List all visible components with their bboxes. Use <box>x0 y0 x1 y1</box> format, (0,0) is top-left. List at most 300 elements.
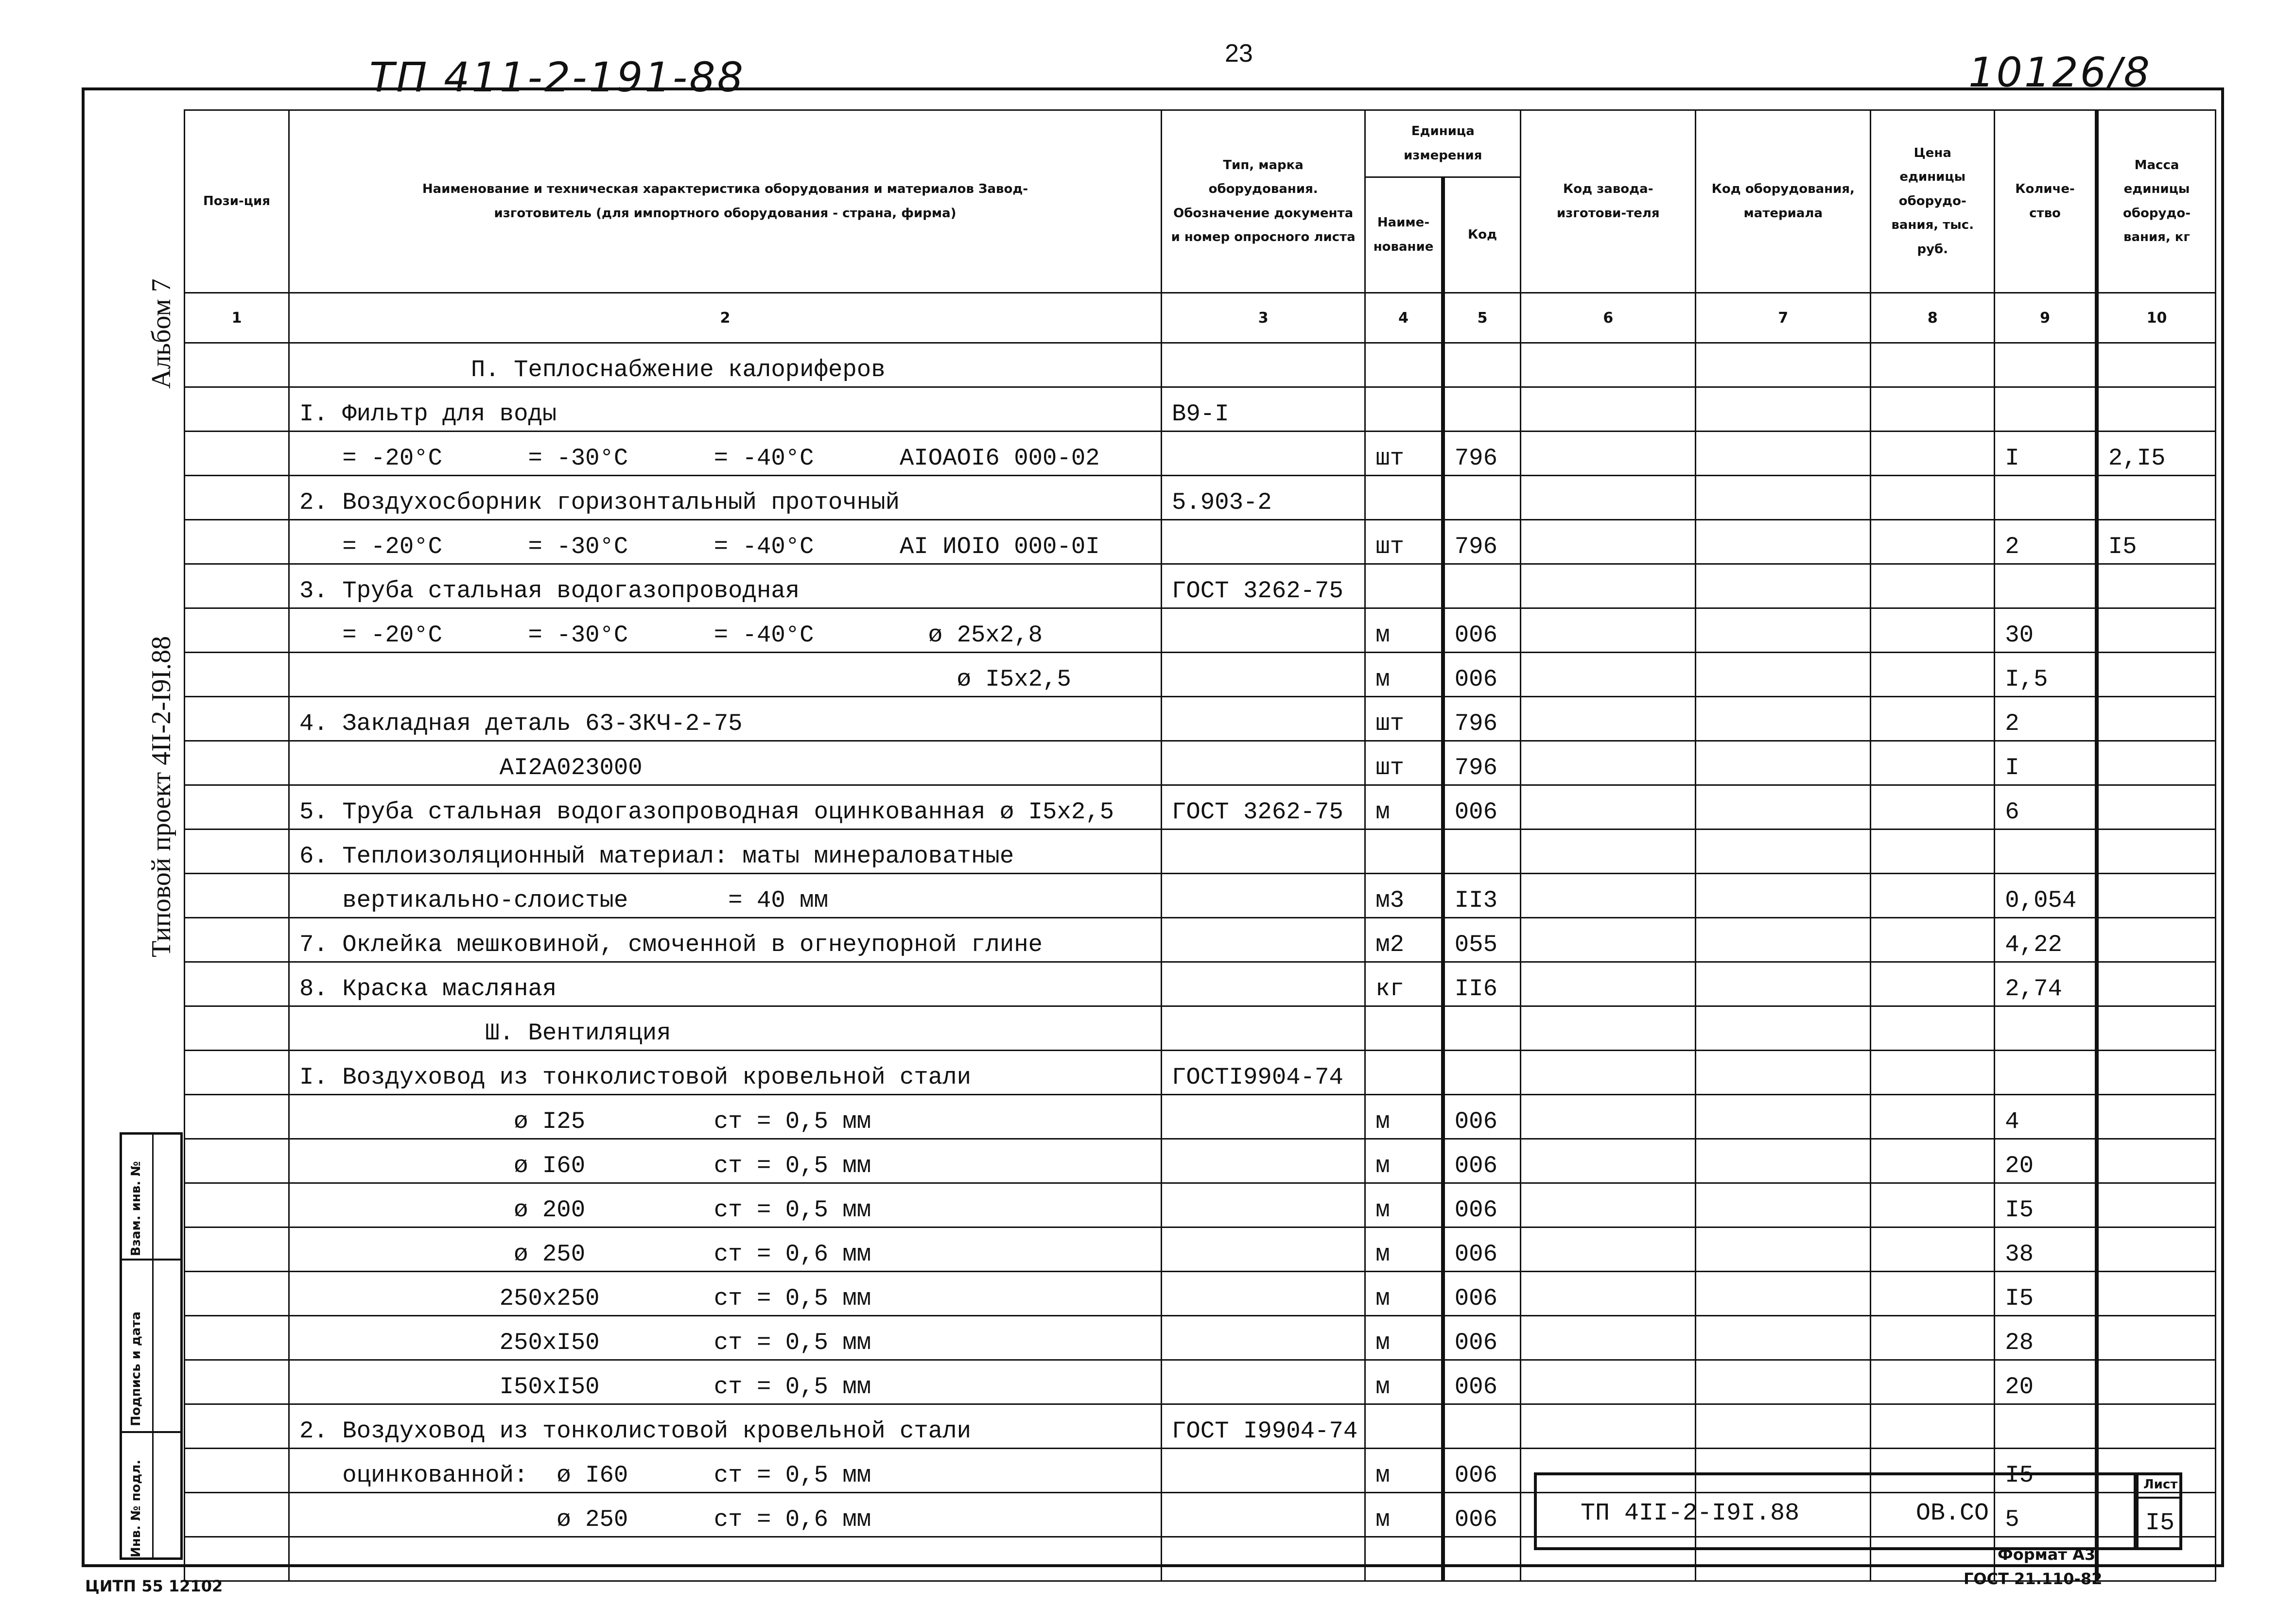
cell-code: 006 <box>1443 785 1521 829</box>
table-row <box>185 564 2216 608</box>
cell-f7 <box>1696 697 1871 741</box>
cell-qty: I5 <box>1995 1272 2097 1316</box>
cell-qty: 20 <box>1995 1139 2097 1183</box>
cell-unit: м <box>1365 1272 1443 1316</box>
cell-qty: I <box>1995 432 2097 476</box>
col-number-1: 1 <box>185 293 289 343</box>
cell-qty <box>1995 1404 2097 1449</box>
cell-qty: 2,74 <box>1995 962 2097 1006</box>
cell-f6 <box>1521 387 1696 432</box>
cell-f7 <box>1696 829 1871 874</box>
cell-pos <box>185 697 289 741</box>
cell-f8 <box>1871 741 1995 785</box>
cell-f6 <box>1521 741 1696 785</box>
cell-unit: шт <box>1365 432 1443 476</box>
cell-code: 055 <box>1443 918 1521 962</box>
empty-cell <box>1443 1537 1521 1581</box>
cell-name: = -20°C = -30°C = -40°C AIOAOI6 000-02 <box>289 432 1162 476</box>
cell-pos <box>185 874 289 918</box>
cell-f7 <box>1696 741 1871 785</box>
sheet-box <box>2136 1472 2182 1550</box>
col-number-5: 5 <box>1443 293 1521 343</box>
cell-pos <box>185 653 289 697</box>
cell-code: II6 <box>1443 962 1521 1006</box>
cell-f6 <box>1521 608 1696 653</box>
cell-name: ø I5x2,5 <box>289 653 1162 697</box>
table-row <box>185 874 2216 918</box>
empty-cell <box>1162 1537 1365 1581</box>
cell-unit: м <box>1365 653 1443 697</box>
table-row <box>185 1227 2216 1272</box>
cell-unit <box>1365 1006 1443 1051</box>
cell-mass: 2,I5 <box>2097 432 2216 476</box>
table-row <box>185 343 2216 387</box>
cell-code: 006 <box>1443 1360 1521 1404</box>
cell-mass <box>2097 564 2216 608</box>
cell-qty <box>1995 1006 2097 1051</box>
cell-code: 006 <box>1443 1095 1521 1139</box>
cell-pos <box>185 1404 289 1449</box>
header-mass: Масса единицы оборудо-вания, кг <box>2097 110 2216 293</box>
cell-pos <box>185 1493 289 1537</box>
cell-f6 <box>1521 1227 1696 1272</box>
title-block <box>1534 1472 2137 1550</box>
header-quantity: Количе-ство <box>1995 110 2097 293</box>
table-row <box>185 1139 2216 1183</box>
col-number-6: 6 <box>1521 293 1696 343</box>
table-row <box>185 918 2216 962</box>
cell-code: 006 <box>1443 1227 1521 1272</box>
cell-f6 <box>1521 874 1696 918</box>
cell-code: 796 <box>1443 432 1521 476</box>
cell-qty: 4 <box>1995 1095 2097 1139</box>
sheet-number: I5 <box>2145 1509 2175 1537</box>
header-unit-group: Единица измерения <box>1365 110 1521 177</box>
cell-qty: 6 <box>1995 785 2097 829</box>
cell-qty <box>1995 476 2097 520</box>
cell-type <box>1162 741 1365 785</box>
cell-pos <box>185 741 289 785</box>
cell-name: П. Теплоснабжение калориферов <box>289 343 1162 387</box>
cell-name: Ш. Вентиляция <box>289 1006 1162 1051</box>
cell-f8 <box>1871 1183 1995 1227</box>
cell-type <box>1162 1095 1365 1139</box>
cell-mass <box>2097 387 2216 432</box>
cell-name: 2. Воздухосборник горизонтальный проточный <box>289 476 1162 520</box>
project-label: Типовой проект 4II-2-I9I.88 <box>146 636 176 957</box>
cell-code: 006 <box>1443 653 1521 697</box>
cell-code <box>1443 1006 1521 1051</box>
cell-unit: м <box>1365 1183 1443 1227</box>
cell-qty: 30 <box>1995 608 2097 653</box>
cell-type <box>1162 343 1365 387</box>
cell-unit <box>1365 829 1443 874</box>
album-label: Альбом 7 <box>146 278 176 389</box>
cell-type: ГОСТ 3262-75 <box>1162 564 1365 608</box>
cell-mass <box>2097 874 2216 918</box>
cell-pos <box>185 476 289 520</box>
cell-f6 <box>1521 1404 1696 1449</box>
cell-name: 250x250 ст = 0,5 мм <box>289 1272 1162 1316</box>
cell-unit <box>1365 564 1443 608</box>
cell-qty: 28 <box>1995 1316 2097 1360</box>
cell-code: 006 <box>1443 1139 1521 1183</box>
stamp-column <box>120 1132 183 1560</box>
cell-f8 <box>1871 1095 1995 1139</box>
handwritten-reference: 10126/8 <box>1968 49 2152 96</box>
cell-unit <box>1365 343 1443 387</box>
cell-mass: I5 <box>2097 520 2216 564</box>
cell-f8 <box>1871 829 1995 874</box>
cell-pos <box>185 1139 289 1183</box>
table-row <box>185 476 2216 520</box>
cell-unit: шт <box>1365 741 1443 785</box>
cell-mass <box>2097 785 2216 829</box>
cell-mass <box>2097 343 2216 387</box>
cell-f6 <box>1521 785 1696 829</box>
cell-f8 <box>1871 697 1995 741</box>
cell-unit <box>1365 1404 1443 1449</box>
table-row <box>185 387 2216 432</box>
cell-type <box>1162 1360 1365 1404</box>
cell-f7 <box>1696 653 1871 697</box>
cell-f8 <box>1871 608 1995 653</box>
cell-f7 <box>1696 1316 1871 1360</box>
cell-code <box>1443 387 1521 432</box>
table-row <box>185 741 2216 785</box>
table-row <box>185 432 2216 476</box>
cell-pos <box>185 1449 289 1493</box>
cell-f6 <box>1521 1139 1696 1183</box>
cell-f8 <box>1871 387 1995 432</box>
cell-qty: 5 <box>1995 1493 2097 1537</box>
stamp-signature-date: Подпись и дата <box>129 1311 143 1426</box>
cell-f6 <box>1521 697 1696 741</box>
cell-f8 <box>1871 476 1995 520</box>
cell-qty: I <box>1995 741 2097 785</box>
cell-mass <box>2097 1360 2216 1404</box>
header-position: Пози-ция <box>185 110 289 293</box>
cell-qty: 2 <box>1995 520 2097 564</box>
cell-name: ø I60 ст = 0,5 мм <box>289 1139 1162 1183</box>
cell-unit: м <box>1365 1493 1443 1537</box>
empty-cell <box>289 1537 1162 1581</box>
cell-name: I. Фильтр для воды <box>289 387 1162 432</box>
cell-type <box>1162 962 1365 1006</box>
empty-cell <box>1365 1537 1443 1581</box>
cell-f7 <box>1696 1006 1871 1051</box>
standard-label: ГОСТ 21.110-82 <box>1964 1570 2103 1588</box>
cell-f8 <box>1871 1316 1995 1360</box>
cell-pos <box>185 387 289 432</box>
cell-type <box>1162 874 1365 918</box>
cell-unit: м <box>1365 1095 1443 1139</box>
cell-unit: м <box>1365 1316 1443 1360</box>
cell-type <box>1162 918 1365 962</box>
cell-qty: I,5 <box>1995 653 2097 697</box>
cell-code: II3 <box>1443 874 1521 918</box>
handwritten-project-code: ТП 411-2-191-88 <box>369 53 746 101</box>
cell-name: ø 200 ст = 0,5 мм <box>289 1183 1162 1227</box>
specification-table <box>184 109 2216 1582</box>
cell-f6 <box>1521 829 1696 874</box>
cell-f8 <box>1871 1272 1995 1316</box>
stamp-original-inv: Инв. № подл. <box>129 1459 143 1557</box>
col-number-10: 10 <box>2097 293 2216 343</box>
cell-mass <box>2097 1139 2216 1183</box>
cell-unit <box>1365 1051 1443 1095</box>
cell-f6 <box>1521 1051 1696 1095</box>
cell-code <box>1443 343 1521 387</box>
cell-f6 <box>1521 432 1696 476</box>
cell-code: 796 <box>1443 697 1521 741</box>
cell-mass <box>2097 829 2216 874</box>
cell-unit: шт <box>1365 697 1443 741</box>
cell-type: ГОСТ I9904-74 <box>1162 1404 1365 1449</box>
cell-name: 2. Воздуховод из тонколистовой кровельной стали <box>289 1404 1162 1449</box>
cell-type <box>1162 1006 1365 1051</box>
cell-f8 <box>1871 1360 1995 1404</box>
cell-mass <box>2097 741 2216 785</box>
cell-name: оцинкованной: ø I60 ст = 0,5 мм <box>289 1449 1162 1493</box>
cell-name: 250xI50 ст = 0,5 мм <box>289 1316 1162 1360</box>
cell-type <box>1162 608 1365 653</box>
cell-f8 <box>1871 1139 1995 1183</box>
cell-unit: м <box>1365 1227 1443 1272</box>
cell-f8 <box>1871 564 1995 608</box>
cell-type <box>1162 1272 1365 1316</box>
table-row <box>185 962 2216 1006</box>
cell-pos <box>185 1227 289 1272</box>
table-row <box>185 1006 2216 1051</box>
cell-qty <box>1995 829 2097 874</box>
cell-mass <box>2097 1404 2216 1449</box>
cell-name: ø 250 ст = 0,6 мм <box>289 1493 1162 1537</box>
cell-name: ø 250 ст = 0,6 мм <box>289 1227 1162 1272</box>
cell-qty: 0,054 <box>1995 874 2097 918</box>
doc-section: ОВ.СО <box>1916 1500 1989 1527</box>
header-factory-code: Код завода-изготови-теля <box>1521 110 1696 293</box>
cell-code <box>1443 1051 1521 1095</box>
cell-f8 <box>1871 343 1995 387</box>
table-row <box>185 1316 2216 1360</box>
cell-unit <box>1365 387 1443 432</box>
cell-qty <box>1995 343 2097 387</box>
cell-name: 5. Труба стальная водогазопроводная оцинкованная ø I5x2,5 <box>289 785 1162 829</box>
cell-code: 006 <box>1443 608 1521 653</box>
cell-f7 <box>1696 874 1871 918</box>
cell-unit <box>1365 476 1443 520</box>
cell-pos <box>185 432 289 476</box>
cell-f6 <box>1521 653 1696 697</box>
header-price: Цена единицы оборудо-вания, тыс. руб. <box>1871 110 1995 293</box>
specification-body <box>185 343 2216 1581</box>
cell-type <box>1162 1449 1365 1493</box>
table-row <box>185 1183 2216 1227</box>
header-type: Тип, марка оборудования. Обозначение документа и номер опросного листа <box>1162 110 1365 293</box>
cell-f8 <box>1871 520 1995 564</box>
cell-f7 <box>1696 564 1871 608</box>
doc-code: ТП 4II-2-I9I.88 <box>1581 1500 1800 1527</box>
cell-type: ГОСТI9904-74 <box>1162 1051 1365 1095</box>
cell-type <box>1162 432 1365 476</box>
cell-f8 <box>1871 1051 1995 1095</box>
cell-code: 006 <box>1443 1316 1521 1360</box>
table-row <box>185 785 2216 829</box>
cell-pos <box>185 1095 289 1139</box>
col-number-3: 3 <box>1162 293 1365 343</box>
cell-code <box>1443 1404 1521 1449</box>
cell-f7 <box>1696 1404 1871 1449</box>
cell-code: 796 <box>1443 741 1521 785</box>
cell-f7 <box>1696 1360 1871 1404</box>
cell-type <box>1162 1139 1365 1183</box>
cell-mass <box>2097 918 2216 962</box>
cell-pos <box>185 564 289 608</box>
cell-pos <box>185 829 289 874</box>
cell-f7 <box>1696 1139 1871 1183</box>
cell-f7 <box>1696 962 1871 1006</box>
cell-unit: м3 <box>1365 874 1443 918</box>
stamp-replace-inv: Взам. инв. № <box>129 1161 143 1256</box>
cell-unit: м2 <box>1365 918 1443 962</box>
cell-qty: 38 <box>1995 1227 2097 1272</box>
cell-type <box>1162 653 1365 697</box>
cell-f6 <box>1521 962 1696 1006</box>
cell-f6 <box>1521 476 1696 520</box>
cell-type <box>1162 1227 1365 1272</box>
cell-pos <box>185 608 289 653</box>
cell-f7 <box>1696 785 1871 829</box>
cell-mass <box>2097 1272 2216 1316</box>
col-number-9: 9 <box>1995 293 2097 343</box>
format-label: Формат А3 <box>1998 1545 2096 1564</box>
cell-f8 <box>1871 1404 1995 1449</box>
cell-qty: 2 <box>1995 697 2097 741</box>
cell-code: 006 <box>1443 1183 1521 1227</box>
cell-pos <box>185 1051 289 1095</box>
cell-pos <box>185 520 289 564</box>
cell-name: AI2A023000 <box>289 741 1162 785</box>
cell-mass <box>2097 476 2216 520</box>
cell-f8 <box>1871 1006 1995 1051</box>
cell-unit: м <box>1365 1139 1443 1183</box>
cell-pos <box>185 785 289 829</box>
cell-mass <box>2097 1183 2216 1227</box>
cell-f7 <box>1696 1183 1871 1227</box>
cell-f7 <box>1696 387 1871 432</box>
cell-qty <box>1995 1051 2097 1095</box>
cell-pos <box>185 918 289 962</box>
cell-mass <box>2097 1227 2216 1272</box>
cell-type <box>1162 520 1365 564</box>
cell-f6 <box>1521 1316 1696 1360</box>
cell-qty: 20 <box>1995 1360 2097 1404</box>
cell-unit: шт <box>1365 520 1443 564</box>
cell-name: ø I25 ст = 0,5 мм <box>289 1095 1162 1139</box>
cell-f7 <box>1696 1095 1871 1139</box>
cell-mass <box>2097 1095 2216 1139</box>
cell-code <box>1443 564 1521 608</box>
cell-pos <box>185 1006 289 1051</box>
cell-pos <box>185 1183 289 1227</box>
table-row <box>185 1272 2216 1316</box>
cell-type <box>1162 829 1365 874</box>
table-row <box>185 520 2216 564</box>
cell-name: I. Воздуховод из тонколистовой кровельной стали <box>289 1051 1162 1095</box>
sheet-label: Лист <box>2143 1477 2178 1492</box>
cell-pos <box>185 1316 289 1360</box>
cell-code <box>1443 829 1521 874</box>
cell-f7 <box>1696 1051 1871 1095</box>
cell-name: 3. Труба стальная водогазопроводная <box>289 564 1162 608</box>
table-row <box>185 1360 2216 1404</box>
cell-f7 <box>1696 343 1871 387</box>
cell-code <box>1443 476 1521 520</box>
cell-qty <box>1995 564 2097 608</box>
cell-mass <box>2097 1051 2216 1095</box>
cell-qty: I5 <box>1995 1449 2097 1493</box>
cell-f8 <box>1871 653 1995 697</box>
cell-unit: кг <box>1365 962 1443 1006</box>
table-row <box>185 653 2216 697</box>
cell-unit: м <box>1365 1360 1443 1404</box>
printer-mark: ЦИТП 55 12102 <box>85 1577 223 1595</box>
cell-name: 4. Закладная деталь 63-3КЧ-2-75 <box>289 697 1162 741</box>
cell-name: 6. Теплоизоляционный материал: маты минераловатные <box>289 829 1162 874</box>
cell-pos <box>185 1272 289 1316</box>
cell-pos <box>185 343 289 387</box>
cell-name: = -20°C = -30°C = -40°C AI ИOIO 000-0I <box>289 520 1162 564</box>
cell-f7 <box>1696 476 1871 520</box>
empty-cell <box>185 1537 289 1581</box>
cell-name: I50xI50 ст = 0,5 мм <box>289 1360 1162 1404</box>
cell-f8 <box>1871 1227 1995 1272</box>
header-name: Наименование и техническая характеристика оборудования и материалов Завод-изготовитель (для импортного оборудования - страна, фирма) <box>289 110 1162 293</box>
table-row <box>185 1404 2216 1449</box>
cell-type: В9-I <box>1162 387 1365 432</box>
col-number-8: 8 <box>1871 293 1995 343</box>
cell-f7 <box>1696 1272 1871 1316</box>
cell-f6 <box>1521 1360 1696 1404</box>
cell-name: = -20°C = -30°C = -40°C ø 25x2,8 <box>289 608 1162 653</box>
page-number: 23 <box>1225 39 1253 68</box>
table-row <box>185 1095 2216 1139</box>
table-row <box>185 829 2216 874</box>
cell-f7 <box>1696 520 1871 564</box>
cell-mass <box>2097 697 2216 741</box>
header-unit-code: Код <box>1443 177 1521 293</box>
cell-pos <box>185 962 289 1006</box>
cell-f8 <box>1871 874 1995 918</box>
cell-qty <box>1995 387 2097 432</box>
cell-unit: м <box>1365 785 1443 829</box>
cell-f6 <box>1521 1183 1696 1227</box>
cell-f7 <box>1696 432 1871 476</box>
cell-code: 796 <box>1443 520 1521 564</box>
cell-f6 <box>1521 918 1696 962</box>
cell-f6 <box>1521 343 1696 387</box>
cell-f6 <box>1521 564 1696 608</box>
cell-type <box>1162 1183 1365 1227</box>
cell-f7 <box>1696 1227 1871 1272</box>
table-row <box>185 697 2216 741</box>
cell-code: 006 <box>1443 1449 1521 1493</box>
cell-type: ГОСТ 3262-75 <box>1162 785 1365 829</box>
table-row <box>185 608 2216 653</box>
cell-mass <box>2097 1316 2216 1360</box>
col-number-7: 7 <box>1696 293 1871 343</box>
